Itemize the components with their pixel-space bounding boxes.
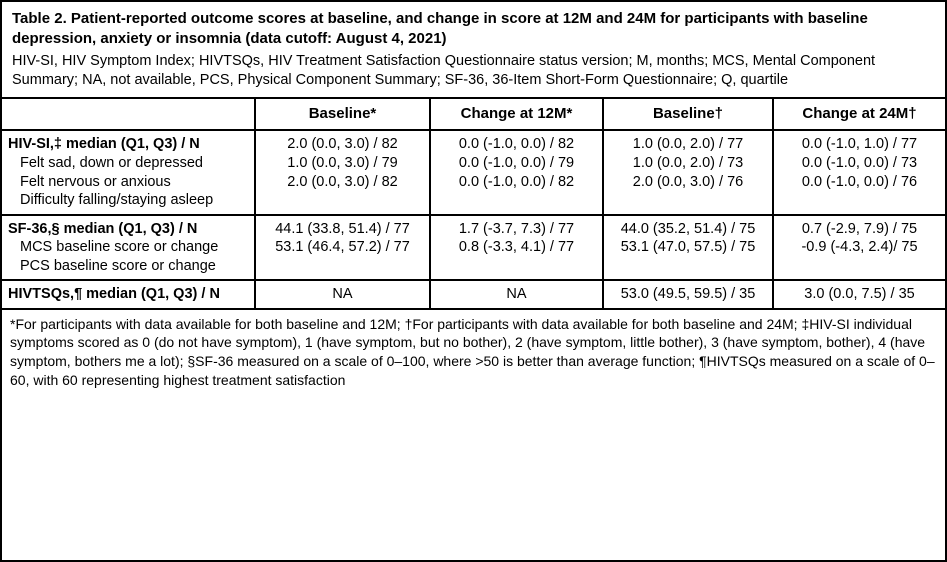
cell-hivtsqs-change-24m	[773, 280, 945, 309]
row-label-hiv-si	[2, 130, 255, 214]
value: 2.0 (0.0, 3.0) / 76	[632, 173, 744, 190]
column-header-change-24m: Change at 24M†	[773, 98, 945, 130]
value: 0.0 (-1.0, 1.0) / 77	[801, 136, 918, 153]
value: 0.0 (-1.0, 0.0) / 76	[801, 173, 918, 190]
value: 44.0 (35.2, 51.4) / 75	[620, 220, 756, 237]
row-label-hivtsqs	[2, 280, 255, 309]
cell-sf36-baseline-12m	[255, 215, 430, 281]
value: 1.0 (0.0, 2.0) / 73	[632, 154, 744, 171]
value: 0.0 (-1.0, 0.0) / 73	[801, 154, 918, 171]
value: NA	[506, 286, 527, 303]
value: 1.0 (0.0, 2.0) / 77	[632, 136, 744, 153]
sub-label: Felt sad, down or depressed	[20, 154, 203, 171]
value: 3.0 (0.0, 7.5) / 35	[804, 286, 915, 303]
value: NA	[332, 286, 353, 303]
cell-hivtsqs-baseline-12m	[255, 280, 430, 309]
value: 1.7 (-3.7, 7.3) / 77	[458, 220, 575, 237]
sub-label: PCS baseline score or change	[20, 257, 216, 274]
value: 53.1 (46.4, 57.2) / 77	[275, 239, 410, 256]
value: 0.0 (-1.0, 0.0) / 79	[458, 154, 575, 171]
row-head-text: SF-36,§ median (Q1, Q3) / N	[8, 220, 198, 237]
value: -0.9 (-4.3, 2.4)/ 75	[801, 239, 918, 256]
table-body	[2, 130, 945, 308]
value: 53.1 (47.0, 57.5) / 75	[620, 239, 756, 256]
cell-sf36-baseline-24m	[603, 215, 773, 281]
cell-hiv-si-change-12m	[430, 130, 603, 214]
cell-sf36-change-12m	[430, 215, 603, 281]
table-abbreviations: HIV-SI, HIV Symptom Index; HIVTSQs, HIV Treatment Satisfaction Questionnaire status version; M, months; MCS, Mental Component Summary; NA, not available, PCS, Physical Component Summary; SF-36, 36-Item Short-Form Questionnaire; Q, quartile	[12, 53, 876, 89]
value: 2.0 (0.0, 3.0) / 82	[287, 173, 398, 190]
value: 2.0 (0.0, 3.0) / 82	[287, 136, 398, 153]
value: 0.0 (-1.0, 0.0) / 82	[458, 136, 575, 153]
value: 0.0 (-1.0, 0.0) / 82	[458, 173, 575, 190]
table-row	[2, 215, 945, 281]
cell-hiv-si-change-24m	[773, 130, 945, 214]
cell-hiv-si-baseline-12m	[255, 130, 430, 214]
sub-label: Difficulty falling/staying asleep	[20, 192, 214, 209]
column-header-blank	[2, 98, 255, 130]
table-row	[2, 130, 945, 214]
header-row	[2, 98, 945, 130]
sub-label: MCS baseline score or change	[20, 239, 219, 256]
column-header-baseline-24m: Baseline†	[603, 98, 773, 130]
value: 0.7 (-2.9, 7.9) / 75	[801, 220, 918, 237]
sub-label: Felt nervous or anxious	[20, 173, 171, 190]
table-row	[2, 280, 945, 309]
value: 1.0 (0.0, 3.0) / 79	[287, 154, 398, 171]
cell-hivtsqs-baseline-24m	[603, 280, 773, 309]
value: 0.8 (-3.3, 4.1) / 77	[458, 239, 575, 256]
column-header-baseline-12m: Baseline*	[255, 98, 430, 130]
table-header	[2, 98, 945, 130]
value: 53.0 (49.5, 59.5) / 35	[620, 286, 756, 303]
value: 44.1 (33.8, 51.4) / 77	[275, 220, 410, 237]
row-head-text: HIV-SI,‡ median (Q1, Q3) / N	[8, 136, 200, 153]
cell-hivtsqs-change-12m	[430, 280, 603, 309]
row-head-text: HIVTSQs,¶ median (Q1, Q3) / N	[8, 286, 220, 303]
cell-sf36-change-24m	[773, 215, 945, 281]
data-table	[2, 97, 945, 310]
table-caption: Table 2. Patient-reported outcome scores at baseline, and change in score at 12M and 24M for participants with baseline depression, anxiety or insomnia (data cutoff: August 4, 2021)	[12, 10, 868, 47]
row-label-sf-36	[2, 215, 255, 281]
table-footnotes: *For participants with data available for both baseline and 12M; †For participants with data available for both baseline and 24M; ‡HIV-SI individual symptoms scored as 0 (do not have symptom), 1 (have symptom, but no bother), 2 (have symptom, little bother), 3 (have symptom, bother), 4 (have symptom, bothers me a lot); §SF-36 measured on a scale of 0–100, where >50 is better than average function; ¶HIVTSQs measured on a scale of 0–60, with 60 representing highest treatment satisfaction	[10, 315, 935, 388]
column-header-change-12m: Change at 12M*	[430, 98, 603, 130]
cell-hiv-si-baseline-24m	[603, 130, 773, 214]
